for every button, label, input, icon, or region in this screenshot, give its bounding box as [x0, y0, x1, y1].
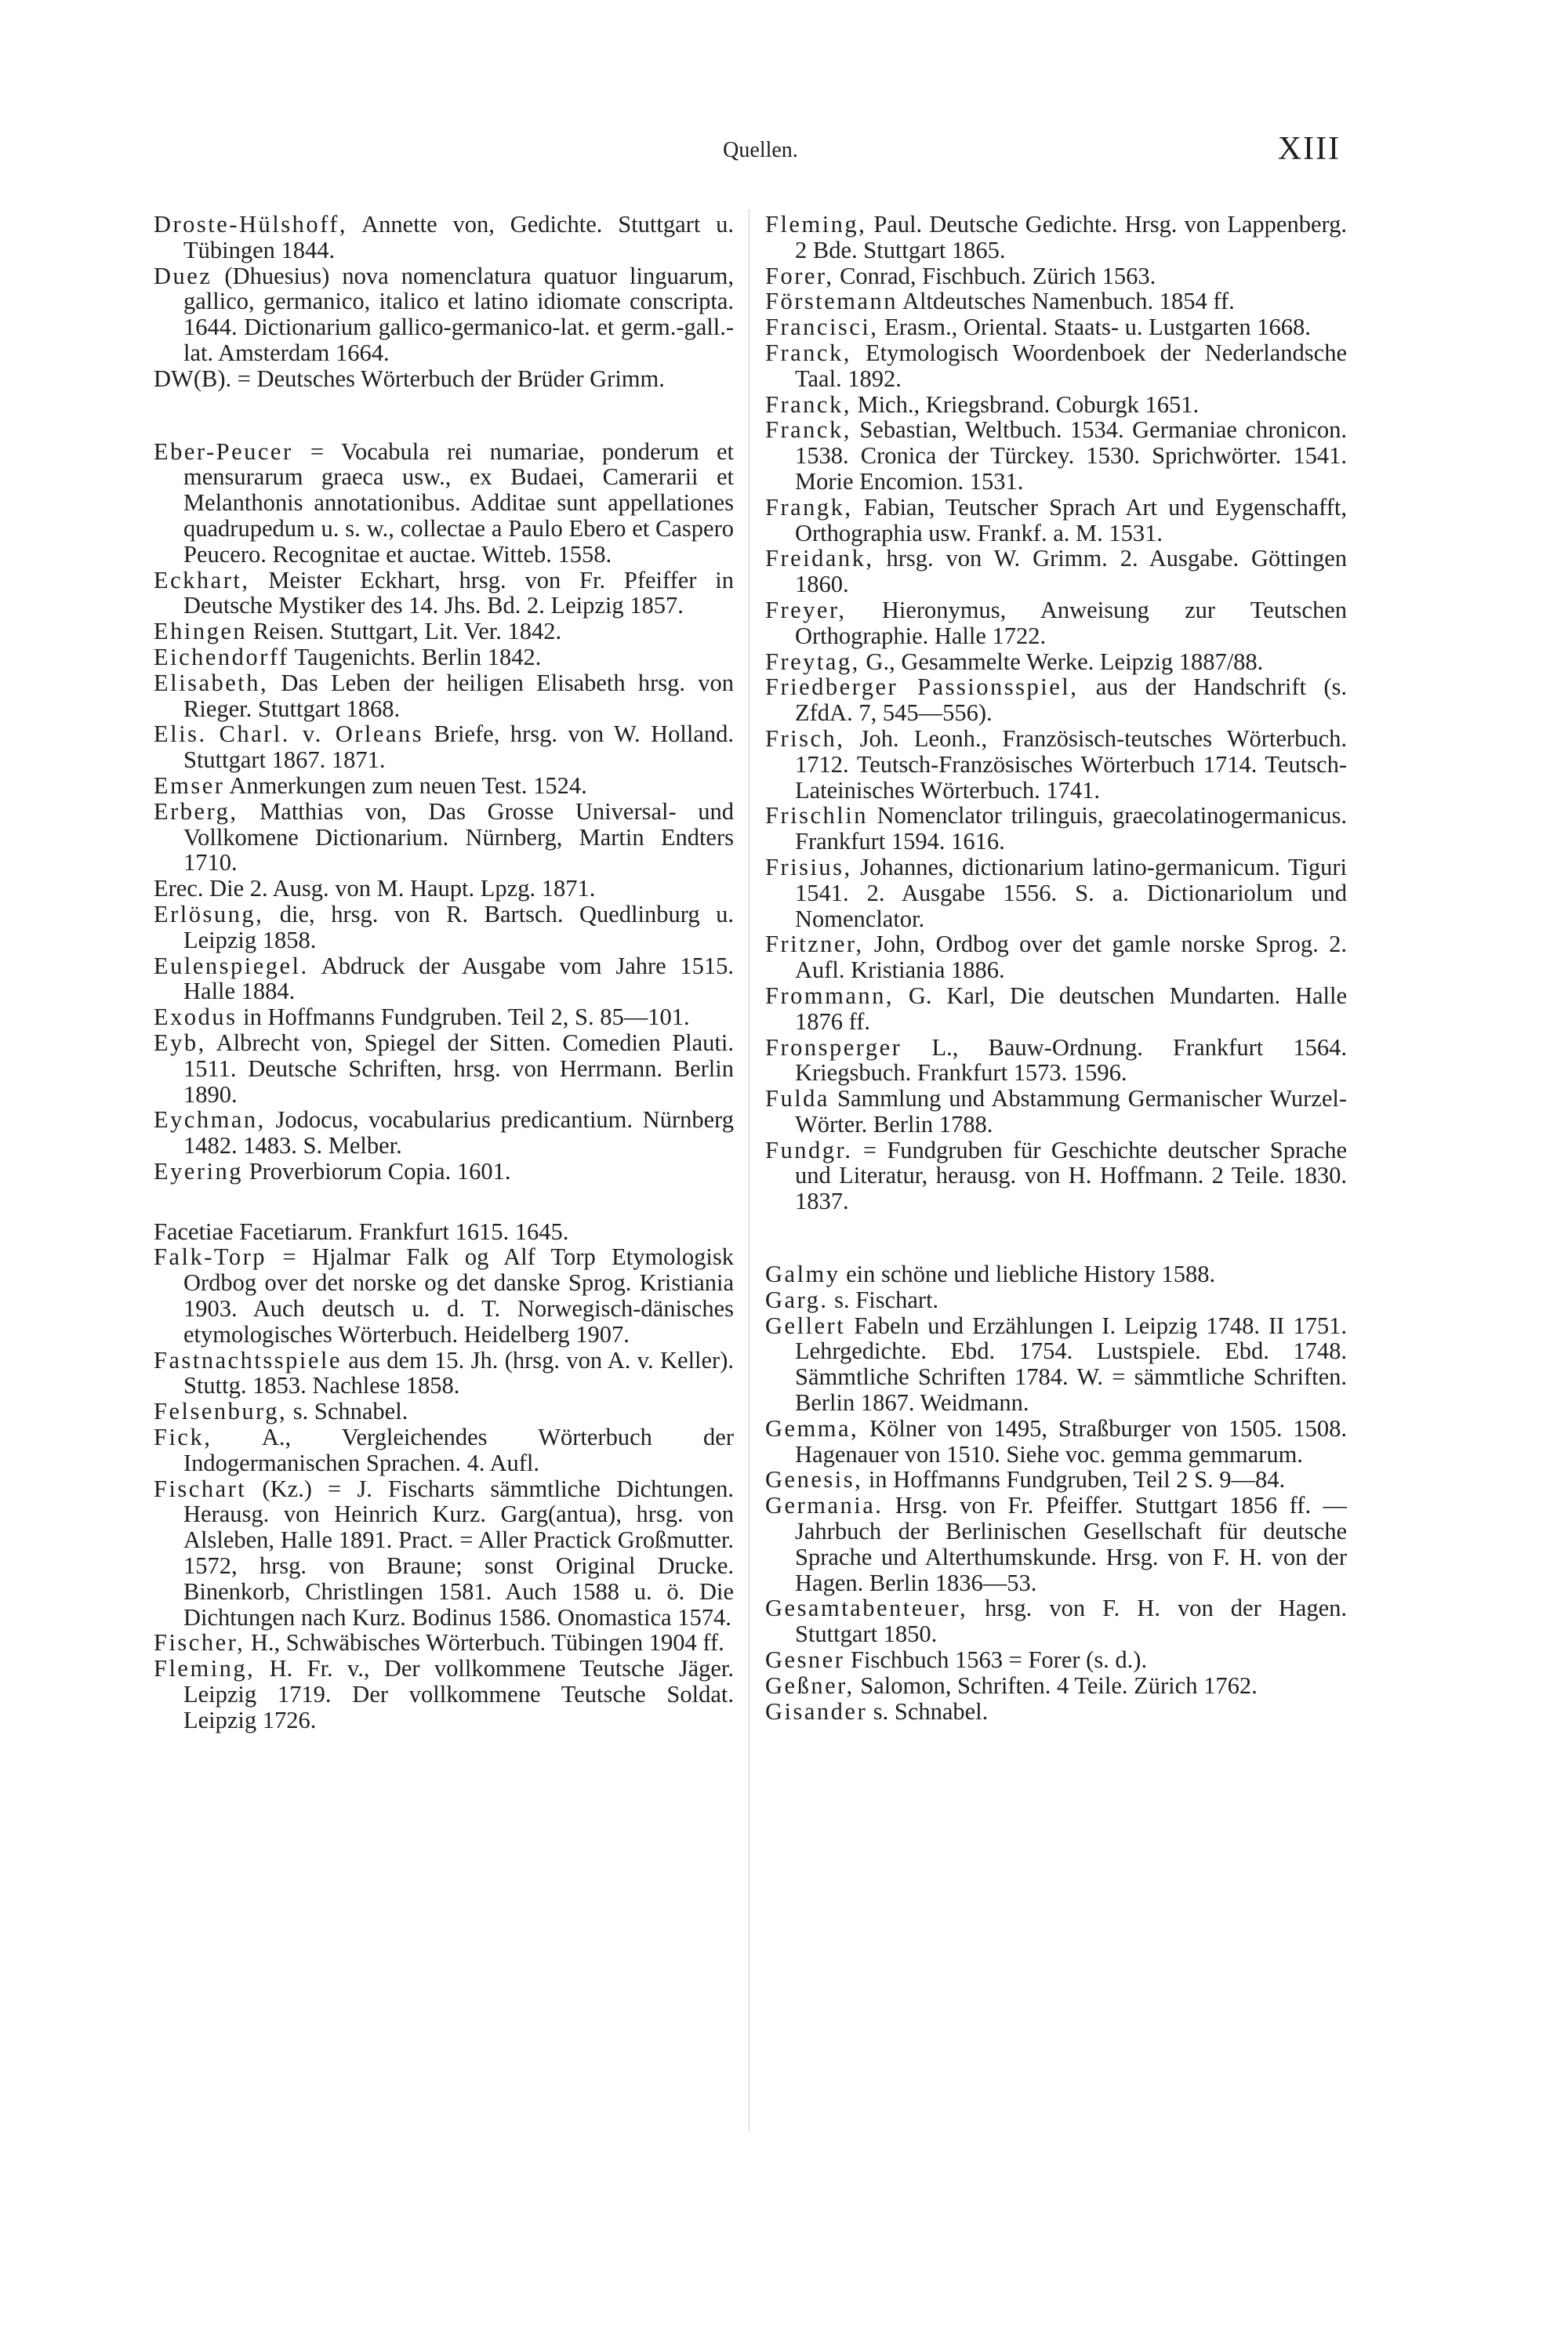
- bib-entry: [765, 340, 1347, 392]
- entry-keyword: Forer,: [765, 262, 834, 289]
- entry-text: Joh. Leonh., Französisch-teutsches Wörterbuch. 1712. Teutsch-Französisches Wörterbuch 1714. Teutsch-Lateinisches Wörterbuch. 1741.: [795, 724, 1347, 804]
- entry-text: Fabeln und Erzählungen I. Leipzig 1748. II 1751. Lehrgedichte. Ebd. 1754. Lustspiele. Ebd. 1748. Sämmtliche Schriften 1784. W. = sämmtliche Schriften. Berlin 1867. Weidmann.: [795, 1312, 1347, 1417]
- bib-entry: [154, 876, 734, 902]
- bib-entry: [765, 931, 1347, 983]
- entry-keyword: Frisch,: [765, 724, 845, 752]
- bib-entry: [765, 1416, 1347, 1468]
- entry-text: Sebastian, Weltbuch. 1534. Germaniae chronicon. 1538. Cronica der Türckey. 1530. Sprichwörter. 1541. Morie Encomion. 1531.: [795, 416, 1347, 495]
- entry-text: L., Bauw-Ordnung. Frankfurt 1564. Kriegsbuch. Frankfurt 1573. 1596.: [795, 1033, 1347, 1087]
- bib-entry: [765, 263, 1347, 289]
- entry-text: Jodocus, vocabularius predicantium. Nürnberg 1482. 1483. S. Melber.: [183, 1106, 734, 1160]
- entry-text: ein schöne und liebliche History 1588.: [840, 1261, 1216, 1288]
- entry-text: A., Vergleichendes Wörterbuch der Indogermanischen Sprachen. 4. Aufl.: [183, 1424, 734, 1476]
- entry-keyword: Falk-Torp: [154, 1243, 267, 1271]
- entry-keyword: Ehingen: [154, 618, 248, 645]
- bib-entry: [765, 649, 1347, 675]
- entry-text: Kölner von 1495, Straßburger von 1505. 1508. Hagenauer von 1510. Siehe voc. gemma gemmarum.: [795, 1414, 1347, 1468]
- entry-text: = Deutsches Wörterbuch der Brüder Grimm.: [231, 365, 665, 392]
- entry-keyword: Emser: [154, 771, 225, 799]
- bib-entry: [154, 263, 734, 366]
- entry-keyword: Friedberger Passionsspiel,: [765, 673, 1079, 701]
- entry-text: hrsg. von W. Grimm. 2. Ausgabe. Göttingen 1860.: [795, 545, 1347, 598]
- entry-text: Altdeutsches Namenbuch. 1854 ff.: [898, 288, 1235, 315]
- entry-keyword: Freyer,: [765, 596, 847, 623]
- entry-keyword: Erlösung,: [154, 900, 264, 927]
- page-number: XIII: [1277, 131, 1341, 167]
- bib-entry: [765, 1261, 1347, 1287]
- bib-entry: [154, 1476, 734, 1631]
- bib-entry: [765, 1699, 1347, 1725]
- entry-keyword: DW(B).: [154, 365, 232, 392]
- entry-text: Abdruck der Ausgabe vom Jahre 1515. Halle 1884.: [183, 952, 734, 1005]
- entry-text: (Kz.) = J. Fischarts sämmtliche Dichtungen. Herausg. von Heinrich Kurz. Garg(antua), hrsg. von Alsleben, Halle 1891. Pract. = Aller Practick Großmutter. 1572, hrsg. von Braune; sonst Original Drucke. Binenkorb, Christlingen 1581. Auch 1588 u. ö. Die Dichtungen nach Kurz. Bodinus 1586. Onomastica 1574.: [183, 1475, 734, 1631]
- entry-text: G. Karl, Die deutschen Mundarten. Halle 1876 ff.: [795, 982, 1347, 1035]
- entry-keyword: Gesamtabenteuer,: [765, 1595, 968, 1622]
- bib-entry: [154, 644, 734, 670]
- entry-text: Johannes, dictionarium latino-germanicum. Tiguri 1541. 2. Ausgabe 1556. S. a. Dictionariolum und Nomenclator.: [795, 853, 1347, 932]
- entry-text: hrsg. von F. H. von der Hagen. Stuttgart 1850.: [795, 1595, 1347, 1648]
- entry-text: Das Leben der heiligen Elisabeth hrsg. von Rieger. Stuttgart 1868.: [183, 669, 734, 722]
- entry-keyword: Fick,: [154, 1424, 212, 1451]
- bib-entry: [765, 1595, 1347, 1647]
- entry-text: Fischbuch 1563 = Forer (s. d.).: [844, 1646, 1148, 1674]
- bib-entry: [154, 1030, 734, 1107]
- entry-keyword: Geßner,: [765, 1671, 855, 1699]
- entry-text: Reisen. Stuttgart, Lit. Ver. 1842.: [247, 618, 562, 645]
- entry-keyword: Galmy: [765, 1261, 840, 1288]
- entry-keyword: Eber-Peucer: [154, 437, 293, 465]
- entry-keyword: Frischlin: [765, 802, 868, 829]
- entry-keyword: Gellert: [765, 1312, 846, 1339]
- entry-keyword: Garg.: [765, 1286, 829, 1313]
- entry-text: aus dem 15. Jh. (hrsg. von A. v. Keller). Stuttg. 1853. Nachlese 1858.: [183, 1346, 734, 1399]
- bib-entry: [765, 1313, 1347, 1416]
- entry-text: Erasm., Oriental. Staats- u. Lustgarten 1668.: [878, 314, 1311, 341]
- bib-entry: [154, 799, 734, 876]
- entry-text: = Fundgruben für Geschichte deutscher Sprache und Literatur, herausg. von H. Hoffmann. 2 Teile. 1830. 1837.: [795, 1136, 1347, 1215]
- entry-text: Mich., Kriegsbrand. Coburgk 1651.: [851, 390, 1200, 418]
- entry-text: Matthias von, Das Grosse Universal- und Vollkomene Dictionarium. Nürnberg, Martin Endters 1710.: [183, 797, 734, 877]
- bib-entry: [765, 1493, 1347, 1595]
- entry-keyword: Fastnachtsspiele: [154, 1346, 342, 1374]
- bib-entry: [154, 953, 734, 1005]
- entry-keyword: Felsenburg,: [154, 1398, 288, 1425]
- entry-keyword: Gisander: [765, 1697, 868, 1725]
- entry-keyword: Fischart: [154, 1475, 247, 1502]
- bib-entry: [765, 417, 1347, 494]
- bib-entry: [765, 212, 1347, 263]
- entry-text: Die 2. Ausg. von M. Haupt. Lpzg. 1871.: [203, 875, 596, 902]
- bib-entry: [765, 1035, 1347, 1087]
- entry-text: Sammlung und Abstammung Germanischer Wurzel-Wörter. Berlin 1788.: [795, 1085, 1347, 1138]
- bib-entry: [765, 597, 1347, 649]
- bib-entry: [765, 726, 1347, 803]
- entry-keyword: Genesis,: [765, 1466, 863, 1494]
- bib-entry: [154, 721, 734, 773]
- entry-text: Facetiarum. Frankfurt 1615. 1645.: [233, 1218, 569, 1245]
- entry-keyword: Erberg,: [154, 797, 238, 825]
- bib-entry: [765, 1287, 1347, 1313]
- entry-text: John, Ordbog over det gamle norske Sprog. 2. Aufl. Kristiania 1886.: [795, 931, 1347, 984]
- entry-keyword: Fischer,: [154, 1629, 245, 1657]
- bib-entry: [765, 314, 1347, 340]
- bib-entry: [765, 803, 1347, 855]
- bib-entry: [154, 902, 734, 953]
- left-column: [154, 212, 734, 1733]
- entry-text: Nomenclator trilinguis, graecolatinogermanicus. Frankfurt 1594. 1616.: [795, 802, 1347, 855]
- entry-text: (Dhuesius) nova nomenclatura quatuor linguarum, gallico, germanico, italico et latino idiomate conscripta. 1644. Dictionarium gallico-germanico-lat. et germ.-gall.-lat. Amsterdam 1664.: [183, 262, 734, 366]
- entry-keyword: Exodus: [154, 1004, 238, 1031]
- entry-text: aus der Handschrift (s. ZfdA. 7, 545—556).: [795, 673, 1348, 727]
- running-header: Quellen.: [723, 138, 798, 162]
- entry-text: in Hoffmanns Fundgruben. Teil 2, S. 85—101.: [237, 1004, 690, 1031]
- column-divider: [749, 210, 750, 2131]
- entry-text: = Vocabula rei numariae, ponderum et mensurarum graeca usw., ex Budaei, Camerarii et Melanthonis annotationibus. Additae sunt appellationes quadrupedum u. s. w., collectae a Paulo Ebero et Caspero Peucero. Recognitae et auctae. Witteb. 1558.: [183, 437, 734, 568]
- entry-text: Paul. Deutsche Gedichte. Hrsg. von Lappenberg. 2 Bde. Stuttgart 1865.: [795, 211, 1347, 263]
- right-column: [765, 212, 1347, 1724]
- bib-entry: [154, 1348, 734, 1399]
- bib-entry: [154, 1159, 734, 1185]
- entry-text: Fabian, Teutscher Sprach Art und Eygenschafft, Orthographia usw. Frankf. a. M. 1531.: [795, 493, 1347, 546]
- bib-entry: [154, 619, 734, 644]
- bib-entry: [154, 1425, 734, 1476]
- entry-text: G., Gesammelte Werke. Leipzig 1887/88.: [859, 648, 1264, 675]
- entry-keyword: Fronsperger: [765, 1033, 902, 1061]
- entry-keyword: Fleming,: [154, 1655, 256, 1682]
- bib-entry: [154, 366, 734, 392]
- bib-entry: [765, 1086, 1347, 1138]
- entry-text: Hieronymus, Anweisung zur Teutschen Orthographie. Halle 1722.: [795, 596, 1347, 649]
- bib-entry: [154, 1219, 734, 1245]
- bib-entry: [765, 1138, 1347, 1214]
- entry-keyword: Erec.: [154, 875, 204, 902]
- entry-keyword: Duez: [154, 262, 212, 289]
- bib-entry: [154, 670, 734, 722]
- entry-text: Albrecht von, Spiegel der Sitten. Comedien Plauti. 1511. Deutsche Schriften, hrsg. von Herrmann. Berlin 1890.: [183, 1029, 734, 1108]
- entry-keyword: Eichendorff: [154, 643, 289, 670]
- entry-keyword: Eyb,: [154, 1029, 206, 1056]
- bib-entry: [765, 392, 1347, 418]
- bib-entry: [765, 546, 1347, 597]
- entry-keyword: Franck,: [765, 416, 851, 444]
- entry-keyword: Fritzner,: [765, 931, 864, 958]
- entry-keyword: Elis. Charl. v. Orleans: [154, 720, 424, 748]
- entry-keyword: Frommann,: [765, 982, 894, 1009]
- bib-entry: [154, 1107, 734, 1159]
- bib-entry: [154, 1244, 734, 1347]
- entry-keyword: Frisius,: [765, 853, 852, 880]
- entry-keyword: Francisci,: [765, 314, 879, 341]
- entry-text: Hrsg. von Fr. Pfeiffer. Stuttgart 1856 ff. — Jahrbuch der Berlinischen Gesellschaft für deutsche Sprache und Alterthumskunde. Hrsg. von F. H. von der Hagen. Berlin 1836—53.: [795, 1492, 1347, 1596]
- entry-keyword: Germania.: [765, 1492, 884, 1519]
- entry-text: Proverbiorum Copia. 1601.: [243, 1157, 511, 1185]
- bib-entry: [154, 439, 734, 568]
- entry-keyword: Gemma,: [765, 1414, 859, 1442]
- bib-entry: [765, 674, 1347, 726]
- entry-keyword: Förstemann: [765, 288, 898, 315]
- entry-text: in Hoffmanns Fundgruben, Teil 2 S. 9—84.: [862, 1466, 1286, 1494]
- entry-text: Meister Eckhart, hrsg. von Fr. Pfeiffer in Deutsche Mystiker des 14. Jhs. Bd. 2. Leipzig 1857.: [183, 566, 734, 619]
- entry-text: Annette von, Gedichte. Stuttgart u. Tübingen 1844.: [183, 211, 734, 263]
- entry-keyword: Fleming,: [765, 211, 867, 238]
- entry-text: H. Fr. v., Der vollkommene Teutsche Jäger. Leipzig 1719. Der vollkommene Teutsche Soldat. Leipzig 1726.: [183, 1655, 734, 1733]
- entry-text: s. Schnabel.: [867, 1697, 989, 1725]
- bib-entry: [154, 212, 734, 263]
- entry-keyword: Franck,: [765, 339, 851, 366]
- entry-keyword: Eyering: [154, 1157, 244, 1185]
- entry-text: Briefe, hrsg. von W. Holland. Stuttgart 1867. 1871.: [183, 720, 734, 774]
- bib-entry: [765, 1673, 1347, 1699]
- bib-entry: [765, 289, 1347, 314]
- bib-entry: [154, 1004, 734, 1030]
- entry-text: H., Schwäbisches Wörterbuch. Tübingen 1904 ff.: [245, 1629, 724, 1657]
- entry-keyword: Freytag,: [765, 648, 860, 675]
- entry-keyword: Frangk,: [765, 493, 853, 521]
- bib-entry: [154, 1656, 734, 1733]
- entry-text: die, hrsg. von R. Bartsch. Quedlinburg u. Leipzig 1858.: [183, 900, 734, 953]
- entry-text: Salomon, Schriften. 4 Teile. Zürich 1762.: [854, 1671, 1258, 1699]
- bib-entry: [765, 1467, 1347, 1493]
- entry-keyword: Droste-Hülshoff,: [154, 211, 347, 238]
- entry-keyword: Eulenspiegel.: [154, 952, 309, 979]
- entry-text: s. Schnabel.: [287, 1398, 408, 1425]
- bib-entry: [765, 983, 1347, 1035]
- entry-keyword: Gesner: [765, 1646, 845, 1674]
- entry-keyword: Elisabeth,: [154, 669, 269, 696]
- entry-text: s. Fischart.: [828, 1286, 939, 1313]
- entry-keyword: Facetiae: [154, 1218, 234, 1245]
- bib-entry: [765, 855, 1347, 931]
- bib-entry: [154, 1399, 734, 1425]
- bib-entry: [765, 495, 1347, 546]
- entry-keyword: Eckhart,: [154, 566, 250, 593]
- bib-entry: [154, 773, 734, 799]
- bib-entry: [154, 1630, 734, 1656]
- entry-text: = Hjalmar Falk og Alf Torp Etymologisk Ordbog over det norske og det danske Sprog. Kristiania 1903. Auch deutsch u. d. T. Norwegisch-dänisches etymologisches Wörterbuch. Heidelberg 1907.: [183, 1243, 734, 1348]
- bib-entry: [765, 1647, 1347, 1673]
- entry-text: Taugenichts. Berlin 1842.: [289, 643, 542, 670]
- bib-entry: [154, 568, 734, 619]
- entry-keyword: Fulda: [765, 1085, 829, 1112]
- entry-text: Conrad, Fischbuch. Zürich 1563.: [833, 262, 1156, 289]
- entry-text: Anmerkungen zum neuen Test. 1524.: [224, 771, 587, 799]
- entry-keyword: Freidank,: [765, 545, 874, 572]
- entry-keyword: Franck,: [765, 390, 851, 418]
- entry-text: Etymologisch Woordenboek der Nederlandsche Taal. 1892.: [795, 339, 1347, 392]
- entry-keyword: Fundgr.: [765, 1136, 853, 1163]
- entry-keyword: Eychman,: [154, 1106, 266, 1134]
